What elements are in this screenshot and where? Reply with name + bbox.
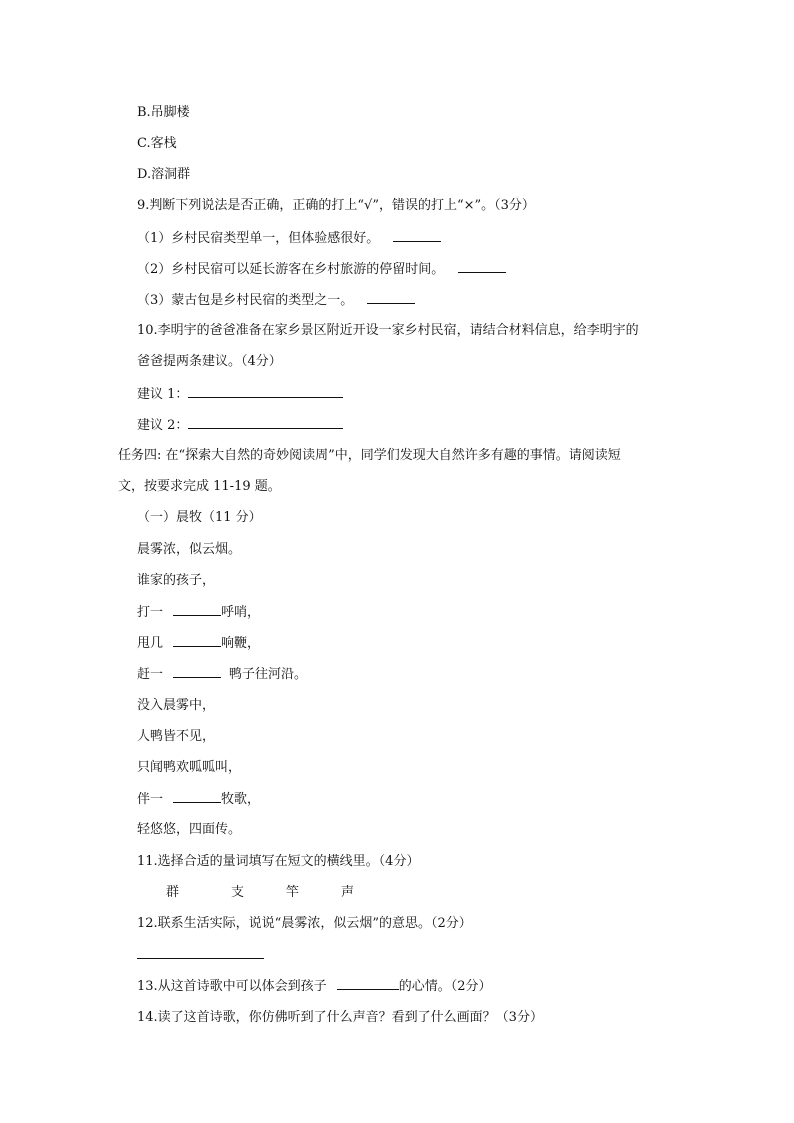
suggestion-2-blank[interactable] [188,416,343,429]
option-c: C.客栈 [137,136,177,151]
poem-line-9-suffix: 牧歌， [221,792,261,807]
suggestion-1-blank[interactable] [188,385,343,398]
question-13 [137,977,491,996]
poem-line-10: 轻悠悠，四面传。 [137,822,242,837]
q9-item-1-text: （1）乡村民宿类型单一，但体验感很好。 [137,231,380,246]
q13-blank[interactable] [337,977,399,990]
word-option: 群 [166,885,180,900]
poem-line-5-prefix: 赶一 [137,667,164,682]
poem-line-9-prefix: 伴一 [137,792,164,807]
question-14: 14.读了这首诗歌，你仿佛听到了什么声音？看到了什么画面？（3分） [137,1010,543,1025]
poem-line-6: 没入晨雾中， [137,698,216,713]
suggestion-1 [137,385,343,404]
question-10-line-1: 10.李明宇的爸爸准备在家乡景区附近开设一家乡村民宿，请结合材料信息，给李明宇的 [137,323,639,338]
task-4-line-2: 文，按要求完成 11-19 题。 [118,479,281,494]
poem-line-4-prefix: 甩几 [137,636,164,651]
poem-line-7: 人鸭皆不见， [137,729,216,744]
poem-line-9 [137,790,260,809]
q9-item-3-text: （3）蒙古包是乡村民宿的类型之一。 [137,293,354,308]
q9-item-3 [137,291,415,310]
word-option: 声 [341,885,355,900]
poem-line-1: 晨雾浓，似云烟。 [137,542,242,557]
q9-item-1 [137,229,441,248]
word-option: 竿 [286,885,300,900]
poem-line-3-prefix: 打一 [137,605,164,620]
question-13-suffix: 的心情。（2分） [398,979,492,994]
poem-blank-4[interactable] [173,790,221,803]
poem-line-8: 只闻鸭欢呱呱叫， [137,760,242,775]
question-12: 12.联系生活实际，说说“晨雾浓，似云烟”的意思。（2分） [137,916,472,931]
q9-item-2 [137,260,506,279]
question-10-line-2: 爸爸提两条建议。（4分） [137,354,282,369]
q12-answer-blank[interactable] [137,946,264,959]
poem-line-5-suffix: 鸭子往河沿。 [229,667,308,682]
word-bank [166,884,354,902]
question-9: 9.判断下列说法是否正确，正确的打上“√”，错误的打上“×”。（3分） [137,198,535,213]
poem-blank-3[interactable] [173,665,221,678]
suggestion-2 [137,416,343,435]
word-option: 支 [231,885,245,900]
poem-line-3 [137,603,260,622]
poem-line-3-suffix: 呼哨， [221,605,261,620]
q9-item-1-blank[interactable] [393,229,441,242]
q12-answer-line [137,946,264,965]
option-b: B.吊脚楼 [137,105,190,120]
poem-line-4-suffix: 响鞭， [221,636,261,651]
section-1-heading: （一）晨牧（11 分） [137,510,262,525]
question-13-prefix: 13.从这首诗歌中可以体会到孩子 [137,979,327,994]
poem-line-5 [137,665,307,684]
question-11: 11.选择合适的量词填写在短文的横线里。（4分） [137,854,420,869]
option-d: D.溶洞群 [137,167,191,182]
task-4-line-1: 任务四: 在“探索大自然的奇妙阅读周”中，同学们发现大自然许多有趣的事情。请阅读短 [118,448,621,463]
poem-line-2: 谁家的孩子， [137,573,216,588]
poem-blank-2[interactable] [173,634,221,647]
suggestion-1-label: 建议 1： [137,387,189,402]
poem-blank-1[interactable] [173,603,221,616]
q9-item-3-blank[interactable] [367,291,415,304]
q9-item-2-text: （2）乡村民宿可以延长游客在乡村旅游的停留时间。 [137,262,445,277]
q9-item-2-blank[interactable] [458,260,506,273]
poem-line-4 [137,634,260,653]
suggestion-2-label: 建议 2： [137,418,189,433]
